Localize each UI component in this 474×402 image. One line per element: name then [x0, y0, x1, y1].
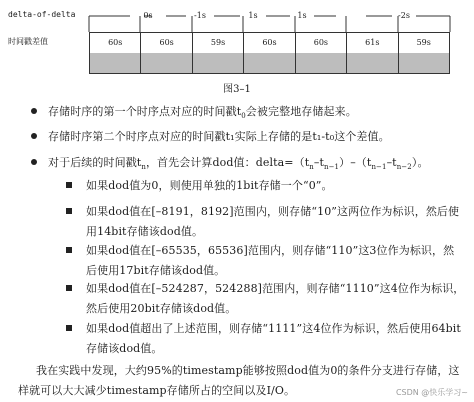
interval-cell: 61s [346, 33, 397, 54]
interval-row [89, 32, 450, 55]
bullet-3: 对于后续的时间戳$t_n$，首先会计算dod值：$delta=(t_n-t_{n-1})-(t_{n-1}-t_{n-2})$。 [48, 156, 429, 172]
interval-cell: 60s [295, 33, 346, 54]
subitem-5-line-2: 存储该dod值。 [86, 342, 163, 355]
closing-line-2: 样就可以大大减少timestamp存储所占的空间以及I/O。 [18, 384, 296, 397]
subitem-2-line-2: 用14bit存储该dod值。 [86, 225, 204, 238]
square-bullet [66, 247, 72, 253]
interval-cell: 60s [140, 33, 191, 54]
interval-cell: 59s [398, 33, 450, 54]
subitem-4-line-2: 然后使用20bit存储该dod值。 [86, 302, 237, 315]
square-bullet [66, 325, 72, 331]
bullet-dot [31, 108, 37, 114]
square-bullet [66, 182, 72, 188]
square-bullet [66, 285, 72, 291]
square-bullet [66, 208, 72, 214]
csdn-watermark: CSDN @快乐学习~ [395, 388, 468, 397]
subitem-3-line-2: 后使用17bit存储该dod值。 [86, 264, 226, 277]
delta-value-2: -1s [194, 11, 206, 20]
interval-cell: 59s [192, 33, 243, 54]
subitem-3-line-1: 如果dod值在[–65535，65536]范围内，则存储“110”这3位作为标识，然 [86, 244, 455, 257]
bullet-1: 存储时序的第一个时序点对应的时间戳$t_0$会被完整地存储起来。 [48, 105, 357, 121]
subitem-4-line-1: 如果dod值在[–524287，524288]范围内，则存储“1110”这4位作为标识， [86, 282, 465, 295]
timestamp-diff-label: 时间戳差值 [8, 37, 48, 46]
delta-value-5: -2s [398, 11, 410, 20]
bullet-dot [31, 159, 37, 165]
delta-of-delta-label: delta-of-delta [8, 10, 76, 19]
bullet-2: 存储时序第二个时序点对应的时间戳t₁实际上存储的是t₁-t₀这个差值。 [48, 130, 390, 143]
shaded-data-row [89, 53, 450, 74]
bullet-dot [31, 133, 37, 139]
subitem-1-line-1: 如果dod值为0，则使用单独的1bit存储一个“0”。 [86, 179, 333, 192]
figure-caption: 图3–1 [223, 84, 251, 95]
closing-line-1: 我在实践中发现，大约95%的timestamp能够按照dod值为0的条件分支进行存储，这 [36, 364, 460, 377]
subitem-5-line-1: 如果dod值超出了上述范围，则存储“1111”这4位作为标识，然后使用64bit [86, 322, 461, 335]
delta-value-3: 1s [248, 11, 258, 20]
subitem-2-line-1: 如果dod值在[–8191，8192]范围内，则存储“10”这两位作为标识，然后使 [86, 205, 460, 218]
delta-value-1: 0s [143, 11, 153, 20]
interval-cell: 60s [89, 33, 140, 54]
delta-value-4: 1s [297, 11, 307, 20]
interval-cell: 60s [243, 33, 294, 54]
